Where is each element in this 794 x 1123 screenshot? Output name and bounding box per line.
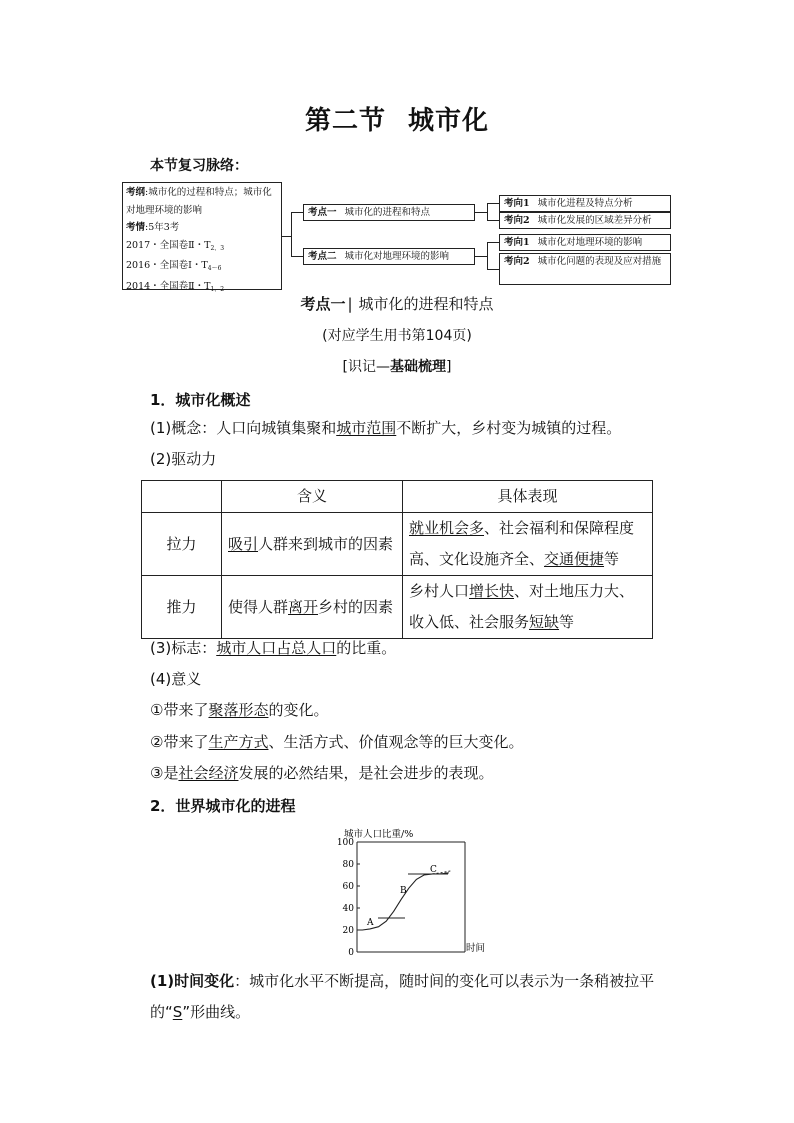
y-axis-label: 城市人口比重/% [344,829,414,840]
connector-line [487,203,488,221]
direction-box: 考向2 城市化发展的区域差异分析 [499,212,671,229]
connector-line [291,212,292,257]
table-header-cell: 具体表现 [403,481,653,513]
kp-heading: 考点一 | 城市化的进程和特点 [300,295,494,313]
connector-line [291,212,303,213]
outline-label: 本节复习脉络： [150,158,248,174]
direction-box: 考向2 城市化问题的表现及应对措施 [499,253,671,285]
table-header-cell [142,481,222,513]
exam-record: 2017・全国卷Ⅱ・$T_{2、3}$ [126,239,225,252]
exam-record: 2014・全国卷Ⅱ・$T_{1、2}$ [126,280,225,293]
connector-line [487,220,499,221]
kp2-box: 考点二 城市化对地理环境的影响 [303,248,475,265]
table-cell: 使得人群离开乡村的因素 [222,576,403,639]
y-tick-label: 20 [342,926,354,936]
table-header-row [142,481,653,513]
basic-heading: [识记—基础梳理] [342,359,452,375]
significance-item: ③是社会经济发展的必然结果，是社会进步的表现。 [150,764,494,782]
table-row [142,513,653,576]
significance-item: ①带来了聚落形态的变化。 [150,701,329,719]
table-row [142,576,653,639]
driver-heading: (2)驱动力 [150,450,217,468]
concept-paragraph: (1)概念：人口向城镇集聚和城市范围不断扩大，乡村变为城镇的过程。 [150,419,622,437]
direction-box: 考向1 城市化进程及特点分析 [499,195,671,212]
kp-heading-label: 考点一 [300,295,346,313]
y-tick-label: 0 [348,948,354,956]
connector-line [487,203,499,204]
kp-heading-text: 城市化的进程和特点 [358,295,494,313]
driving-force-table [141,480,653,639]
connector-line [475,212,487,213]
section-heading: 2．世界城市化的进程 [150,797,296,815]
kp1-box: 考点一 城市化的进程和特点 [303,204,475,221]
connector-line [487,269,499,270]
significance-item: ②带来了生产方式、生活方式、价值观念等的巨大变化。 [150,733,524,751]
row-label: 拉力 [142,513,222,576]
mark-paragraph: (3)标志：城市人口占总人口的比重。 [150,639,397,657]
row-label: 推力 [142,576,222,639]
y-tick-label: 60 [342,882,354,892]
table-header-cell: 含义 [222,481,403,513]
connector-line [291,256,303,257]
connector-line [282,236,291,237]
connector-line [475,256,487,257]
title-topic: 城市化 [408,106,490,136]
section-heading: 1．城市化概述 [150,391,251,409]
table-cell: 就业机会多、社会福利和保障程度高、文化设施齐全、交通便捷等 [403,513,653,576]
table-cell: 乡村人口增长快、对土地压力大、收入低、社会服务短缺等 [403,576,653,639]
exam-text: 5年3考 [148,222,180,233]
title-section: 第二节 [304,106,386,136]
stage-label-b: B [400,886,407,896]
exam-tag: 考情 [126,222,146,233]
stage-label-a: A [367,918,374,928]
table-cell: 吸引人群来到城市的因素 [222,513,403,576]
direction-box: 考向1 城市化对地理环境的影响 [499,234,671,251]
time-change-paragraph: (1)时间变化：城市化水平不断提高，随时间的变化可以表示为一条稍被拉平的“S”形曲线。 [150,972,655,1021]
stage-label-c: C [430,865,437,875]
page-title [0,100,794,137]
x-axis-label: 时间 [466,943,486,954]
y-tick-label: 40 [342,904,354,914]
exam-record: 2016・全国卷Ⅰ・$T_{4\sim 6}$ [126,260,222,272]
outline-text: 城市化的过程和特点；城市化对地理环境的影响 [126,187,272,216]
connector-line [487,242,499,243]
significance-heading: (4)意义 [150,670,202,688]
outline-tag: 考纲 [126,187,146,198]
y-tick-label: 80 [342,860,354,870]
page-reference: (对应学生用书第104页) [322,328,472,344]
y-tick-label: 100 [336,838,354,848]
urbanization-chart [330,826,500,956]
connector-line [487,242,488,270]
exam-info-box: 考纲:城市化的过程和特点；城市化对地理环境的影响 考情:5年3考 2017・全国卷Ⅱ・$T_{2、3}$ 2016・全国卷Ⅰ・$T_{4\sim 6}$ 2014・全国卷Ⅱ・$T_{1、2}$ [122,182,282,290]
